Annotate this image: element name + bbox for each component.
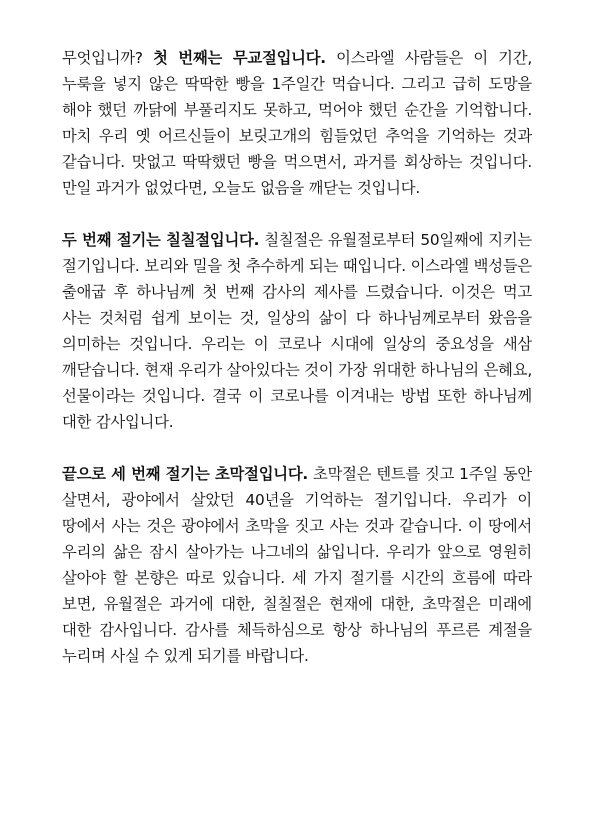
paragraph-body-text: 초막절은 텐트를 짓고 1주일 동안 살면서, 광야에서 살았던 40년을 기억하는 절기입니다. 우리가 이 땅에서 사는 것은 광야에서 초막을 짓고 사는 것과 같습니다. 이 땅에서 우리의 삶은 잠시 살아가는 나그네의 삶입니다. 우리가 앞으로 영원히 살아야 할 본향은 따로 있습니다. 세 가지 절기를 시간의 흐름에 따라 보면, 유월절은 과거에 대한, 칠칠절은 현재에 대한, 초막절은 미래에 대한 감사입니다. 감사를 체득하심으로 항상 하나님의 푸르른 계절을 누리며 사실 수 있게 되기를 바랍니다. xyxy=(62,465,532,665)
document-body xyxy=(62,45,532,669)
paragraph-heading: 끝으로 세 번째 절기는 초막절입니다. xyxy=(62,465,309,483)
paragraph-heading: 첫 번째는 무교절입니다. xyxy=(153,49,326,67)
paragraph-heading: 두 번째 절기는 칠칠절입니다. xyxy=(62,231,260,249)
paragraph-lead-text: 무엇입니까? xyxy=(62,49,154,67)
paragraph-pentecost xyxy=(62,227,532,435)
paragraph-body-text: 이스라엘 사람들은 이 기간, 누룩을 넣지 않은 딱딱한 빵을 1주일간 먹습니다. 그리고 급히 도망을 해야 했던 까닭에 부풀리지도 못하고, 먹어야 했던 순간을 기억합니다. 마치 우리 옛 어르신들이 보릿고개의 힘들었던 추억을 기억하는 것과 같습니다. 맛없고 딱딱했던 빵을 먹으면서, 과거를 회상하는 것입니다. 만일 과거가 없었다면, 오늘도 없음을 깨닫는 것입니다. xyxy=(62,49,532,197)
paragraph-body-text: 칠칠절은 유월절로부터 50일째에 지키는 절기입니다. 보리와 밀을 첫 추수하게 되는 때입니다. 이스라엘 백성들은 출애굽 후 하나님께 첫 번째 감사의 제사를 드렸습니다. 이것은 먹고 사는 것처럼 쉽게 보이는 것, 일상의 삶이 다 하나님께로부터 왔음을 의미하는 것입니다. 우리는 이 코로나 시대에 일상의 중요성을 새삼 깨닫습니다. 현재 우리가 살아있다는 것이 가장 위대한 하나님의 은혜요, 선물이라는 것입니다. 결국 이 코로나를 이겨내는 방법 또한 하나님께 대한 감사입니다. xyxy=(62,231,532,431)
paragraph-tabernacles xyxy=(62,461,532,669)
paragraph-unleavened-bread xyxy=(62,45,532,201)
